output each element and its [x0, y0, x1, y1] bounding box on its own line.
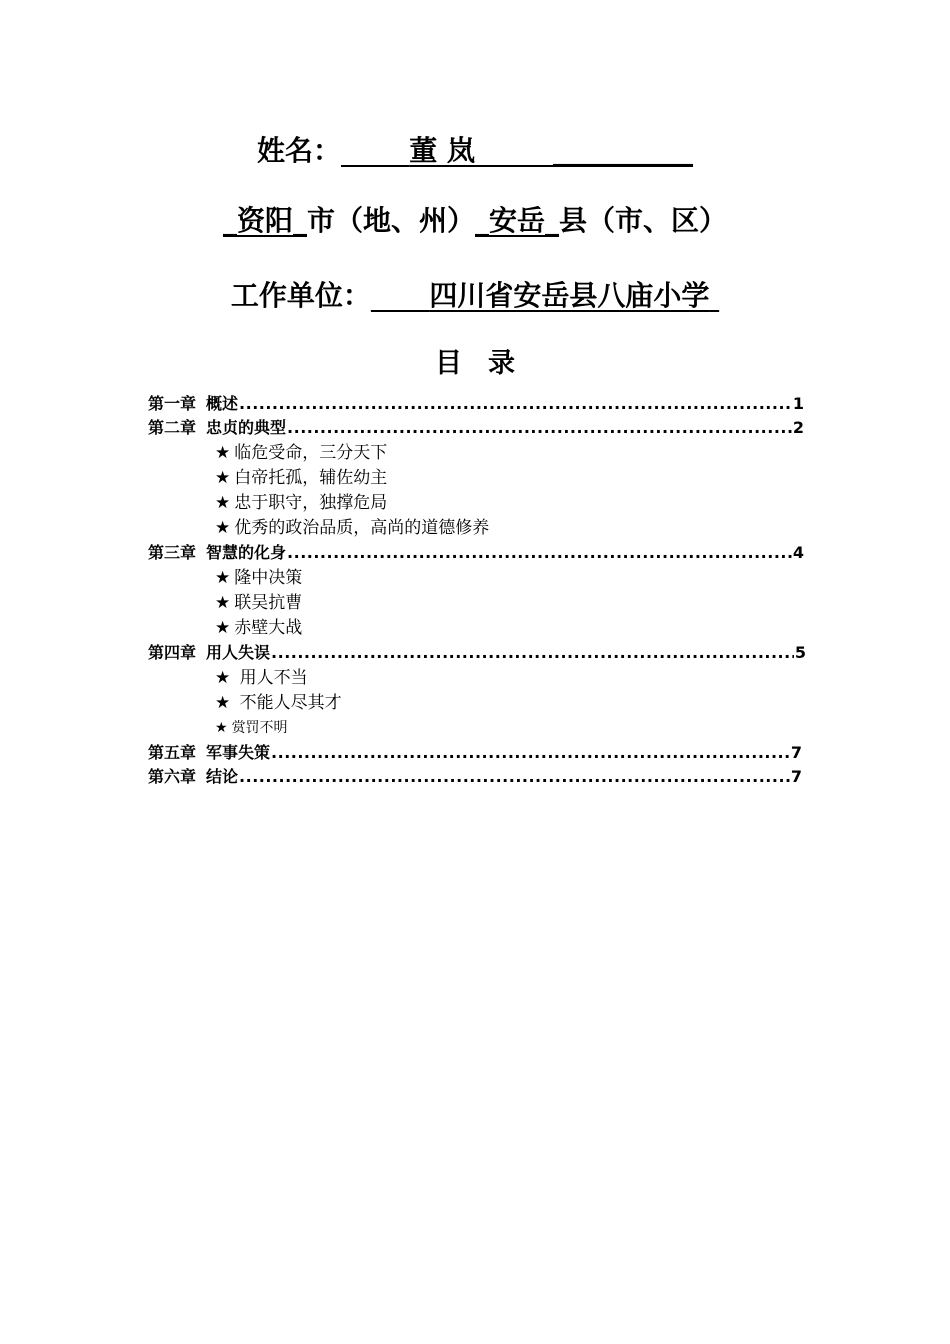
toc-section-entry[interactable]: [215, 691, 342, 715]
toc-chapter-title: 忠贞的典型: [206, 418, 287, 437]
star-icon: ★: [215, 568, 231, 588]
toc-section-title: 联吴抗曹: [234, 593, 303, 613]
toc-section-title: 临危受命，三分天下: [234, 443, 388, 463]
toc-section-title: 用人不当: [234, 668, 308, 688]
city-suffix: 市（地、州）: [306, 204, 475, 237]
toc-chapter-entry[interactable]: [148, 392, 804, 416]
toc-page-number: 1: [792, 394, 804, 413]
toc-dot-leader: [287, 541, 792, 565]
toc-dot-leader: [271, 641, 794, 665]
toc-chapter-title: 结论: [206, 767, 239, 786]
toc-section-entry[interactable]: [215, 616, 302, 640]
county-suffix: 县（市、区）: [559, 204, 728, 237]
name-field: [341, 134, 693, 167]
name-value: 董 岚: [409, 134, 476, 167]
toc-section-entry[interactable]: [215, 591, 302, 615]
toc-dot-leader: [287, 416, 792, 440]
toc-chapter-title: 用人失误: [206, 643, 271, 662]
toc-page-number: 7: [790, 743, 802, 762]
toc-chapter-entry[interactable]: [148, 416, 804, 440]
name-pad-left: [341, 134, 409, 167]
toc-dot-leader: [239, 765, 790, 789]
work-field: [371, 279, 719, 312]
toc-chapter-title: 军事失策: [206, 743, 271, 762]
work-pad: [371, 279, 430, 312]
toc-chapter-number: 第二章: [148, 418, 197, 437]
star-icon: ★: [215, 693, 231, 713]
star-icon: ★: [215, 593, 231, 613]
toc-section-title: 赏罚不明: [231, 720, 288, 736]
county-value: _安岳_: [475, 204, 560, 237]
city-value: _资阳_: [222, 204, 307, 237]
region-line: [0, 203, 950, 239]
toc-chapter-title: 智慧的化身: [206, 543, 287, 562]
toc-chapter-number: 第三章: [148, 543, 197, 562]
star-icon: ★: [215, 720, 228, 736]
toc-page-number: 4: [792, 543, 804, 562]
star-icon: ★: [215, 668, 231, 688]
toc-section-entry[interactable]: [215, 441, 387, 465]
toc-section-entry[interactable]: [215, 466, 387, 490]
work-label: 工作单位：: [230, 279, 371, 312]
toc-section-title: 白帝托孤，辅佐幼主: [234, 468, 388, 488]
toc-page-number: 2: [792, 418, 804, 437]
work-unit-line: [0, 278, 950, 314]
star-icon: ★: [215, 443, 231, 463]
toc-title: 目录: [435, 348, 541, 379]
star-icon: ★: [215, 618, 231, 638]
toc-chapter-number: 第六章: [148, 767, 197, 786]
toc-chapter-entry[interactable]: [148, 765, 802, 789]
toc-dot-leader: [239, 392, 792, 416]
toc-section-title: 忠于职守，独撑危局: [234, 493, 388, 513]
toc-chapter-number: 第五章: [148, 743, 197, 762]
name-pad-right: __________: [475, 134, 693, 167]
toc-chapter-title: 概述: [206, 394, 239, 413]
toc-chapter-entry[interactable]: [148, 541, 804, 565]
name-line: [0, 133, 950, 169]
toc-section-entry[interactable]: [215, 666, 308, 690]
toc-chapter-entry[interactable]: [148, 641, 806, 665]
toc-section-title: 优秀的政治品质，高尚的道德修养: [234, 518, 490, 538]
toc-section-entry[interactable]: [215, 491, 387, 515]
work-value: 四川省安岳县八庙小学: [429, 279, 710, 312]
toc-section-entry[interactable]: [215, 566, 302, 590]
toc-section-title: 不能人尽其才: [234, 693, 342, 713]
toc-section-title: 赤壁大战: [234, 618, 303, 638]
star-icon: ★: [215, 518, 231, 538]
toc-chapter-number: 第四章: [148, 643, 197, 662]
star-icon: ★: [215, 493, 231, 513]
toc-chapter-number: 第一章: [148, 394, 197, 413]
toc-dot-leader: [271, 741, 790, 765]
name-label: 姓名：: [257, 134, 342, 167]
toc-section-title: 隆中决策: [234, 568, 303, 588]
toc-page-number: 5: [794, 643, 806, 662]
toc-section-entry[interactable]: [215, 716, 288, 740]
toc-page-number: 7: [790, 767, 802, 786]
star-icon: ★: [215, 468, 231, 488]
toc-chapter-entry[interactable]: [148, 741, 802, 765]
toc-section-entry[interactable]: [215, 516, 489, 540]
